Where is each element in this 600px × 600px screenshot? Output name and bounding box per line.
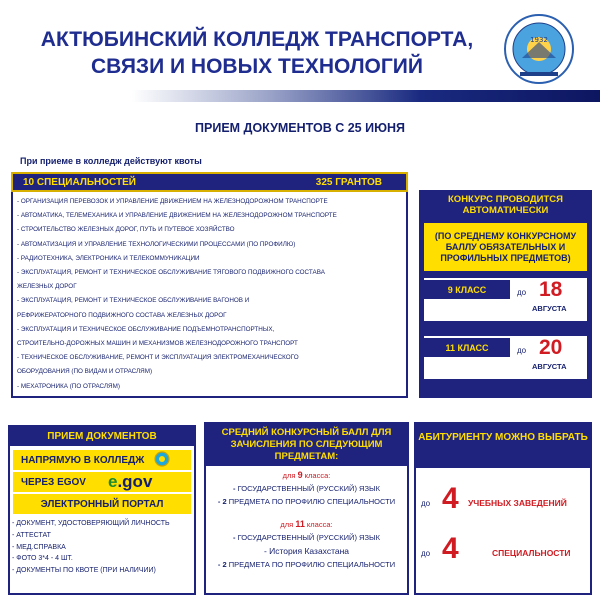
choose-panel (414, 422, 592, 595)
deadline-day: 18 (539, 278, 563, 301)
list-item: - РАДИОТЕХНИКА, ЭЛЕКТРОНИКА И ТЕЛЕКОММУНИКАЦИИ (17, 254, 200, 262)
deadline-day: 20 (539, 336, 563, 359)
list-item: - АВТОМАТИКА, ТЕЛЕМЕХАНИКА И УПРАВЛЕНИЕ ДВИЖЕНИЕМ НА ЖЕЛЕЗНОДОРОЖНОМ ТРАНСПОРТЕ (17, 212, 337, 220)
documents-title: ПРИЕМ ДОКУМЕНТОВ (10, 427, 194, 446)
grade-11-subject-2: - История Казахстана (263, 546, 350, 556)
deadline-prefix: до (517, 346, 527, 355)
grade-9-subject-1: - ГОСУДАРСТВЕННЫЙ (РУССКИЙ) ЯЗЫК (233, 484, 380, 493)
choose-label: УЧЕБНЫХ ЗАВЕДЕНИЙ (468, 498, 567, 508)
contest-title-line2: АВТОМАТИЧЕСКИ (462, 205, 549, 216)
college-title-line1: АКТЮБИНСКИЙ КОЛЛЕДЖ ТРАНСПОРТА, (40, 28, 474, 51)
list-item: ЖЕЛЕЗНЫХ ДОРОГ (17, 283, 77, 291)
list-item: - СТРОИТЕЛЬСТВО ЖЕЛЕЗНЫХ ДОРОГ, ПУТЬ И ПУТЕВОЕ ХОЗЯЙСТВО (17, 226, 235, 234)
egov-logo-text: .gov (117, 472, 153, 491)
grade-11-heading: для 11 класса: (280, 519, 333, 529)
deadline-prefix: до (517, 288, 527, 297)
list-item: - ДОКУМЕНТ, УДОСТОВЕРЯЮЩИЙ ЛИЧНОСТЬ (12, 520, 170, 527)
kazakhstan-emblem-icon (154, 451, 170, 470)
egov-logo-e: e (107, 472, 118, 491)
choose-colleges (416, 482, 590, 522)
deadline-grade-11 (424, 336, 587, 379)
list-item: ОБОРУДОВАНИЯ (ПО ВИДАМ И ОТРАСЛЯМ) (17, 368, 153, 376)
choose-specialties (416, 532, 590, 572)
list-item: - МЕХАТРОНИКА (ПО ОТРАСЛЯМ) (17, 382, 120, 390)
logo-year: 1932 (530, 36, 548, 44)
documents-panel (8, 425, 196, 595)
college-logo (500, 12, 578, 90)
reception-date-title: ПРИЕМ ДОКУМЕНТОВ С 25 ИЮНЯ (195, 121, 405, 135)
contest-criteria: (ПО СРЕДНЕМУ КОНКУРСНОМУ БАЛЛУ ОБЯЗАТЕЛЬНЫХ И ПРОФИЛЬНЫХ ПРЕДМЕТОВ) (424, 223, 587, 271)
specialties-list (11, 192, 408, 398)
grade-label: 11 КЛАСС (424, 338, 510, 357)
contest-panel (419, 190, 592, 398)
list-item: - ФОТО 3*4 - 4 ШТ. (12, 555, 73, 563)
contest-title-line1: КОНКУРС ПРОВОДИТСЯ (448, 194, 563, 205)
grade-11-subject-1: - ГОСУДАРСТВЕННЫЙ (РУССКИЙ) ЯЗЫК (233, 533, 380, 542)
list-item: - ДОКУМЕНТЫ ПО КВОТЕ (ПРИ НАЛИЧИИ) (12, 567, 156, 575)
portal-option: ЭЛЕКТРОННЫЙ ПОРТАЛ (13, 494, 191, 514)
choose-label: СПЕЦИАЛЬНОСТИ (492, 548, 571, 558)
list-item: - ТЕХНИЧЕСКОЕ ОБСЛУЖИВАНИЕ, РЕМОНТ И ЭКСПЛУАТАЦИЯ ЭЛЕКТРОМЕХАНИЧЕСКОГО (17, 354, 299, 362)
egov-option-label: ЧЕРЕЗ EGOV (21, 476, 86, 488)
egov-option (13, 472, 191, 492)
college-title-line2: СВЯЗИ И НОВЫХ ТЕХНОЛОГИЙ (91, 55, 423, 78)
grade-9-heading: для 9 класса: (282, 470, 331, 480)
direct-option (13, 450, 191, 470)
grade-label: 9 КЛАСС (424, 280, 510, 299)
deadline-month: АВГУСТА (532, 304, 567, 313)
choose-prefix: до (421, 549, 431, 558)
header-stripe (0, 90, 600, 102)
choose-prefix: до (421, 499, 431, 508)
contest-title (419, 194, 592, 216)
average-score-title: СРЕДНИЙ КОНКУРСНЫЙ БАЛЛ ДЛЯ ЗАЧИСЛЕНИЯ ПО СЛЕДУЮЩИМ ПРЕДМЕТАМ: (206, 424, 407, 466)
direct-option-label: НАПРЯМУЮ В КОЛЛЕДЖ (21, 454, 145, 466)
list-item: РЕФРИЖЕРАТОРНОГО ПОДВИЖНОГО СОСТАВА ЖЕЛЕЗНЫХ ДОРОГ (17, 311, 227, 319)
specialties-count: 10 СПЕЦИАЛЬНОСТЕЙ (23, 176, 136, 188)
list-item: - ЭКСПЛУАТАЦИЯ, РЕМОНТ И ТЕХНИЧЕСКОЕ ОБСЛУЖИВАНИЕ ТЯГОВОГО ПОДВИЖНОГО СОСТАВА (17, 269, 325, 277)
list-item: - ЭКСПЛУАТАЦИЯ, РЕМОНТ И ТЕХНИЧЕСКОЕ ОБСЛУЖИВАНИЕ ВАГОНОВ И (17, 297, 250, 305)
deadline-grade-9 (424, 278, 587, 321)
quota-note: При приеме в колледж действуют квоты (20, 156, 202, 166)
choose-count: 4 (442, 532, 459, 565)
deadline-month: АВГУСТА (532, 362, 567, 371)
grade-9-subject-2: - 2 ПРЕДМЕТА ПО ПРОФИЛЮ СПЕЦИАЛЬНОСТИ (217, 497, 396, 506)
specialties-header (11, 172, 408, 192)
egov-logo (108, 472, 152, 492)
average-score-panel (204, 422, 409, 595)
choose-count: 4 (442, 482, 459, 515)
list-item: - АВТОМАТИЗАЦИЯ И УПРАВЛЕНИЕ ТЕХНОЛОГИЧЕСКИМИ ПРОЦЕССАМИ (ПО ПРОФИЛЮ) (17, 240, 296, 248)
list-item: - АТТЕСТАТ (12, 531, 51, 539)
list-item: - ОРГАНИЗАЦИЯ ПЕРЕВОЗОК И УПРАВЛЕНИЕ ДВИЖЕНИЕМ НА ЖЕЛЕЗНОДОРОЖНОМ ТРАНСПОРТЕ (17, 198, 328, 205)
college-title (22, 26, 492, 80)
grants-count: 325 ГРАНТОВ (315, 176, 382, 188)
grade-11-subject-3: - 2 ПРЕДМЕТА ПО ПРОФИЛЮ СПЕЦИАЛЬНОСТИ (217, 560, 396, 569)
choose-title: АБИТУРИЕНТУ МОЖНО ВЫБРАТЬ (416, 424, 590, 468)
list-item: - МЕД.СПРАВКА (12, 543, 66, 551)
list-item: СТРОИТЕЛЬНО-ДОРОЖНЫХ МАШИН И МЕХАНИЗМОВ ЖЕЛЕЗНОДОРОЖНОГО ТРАНСПОРТ (17, 340, 298, 348)
documents-list (12, 518, 170, 577)
list-item: - ЭКСПЛУАТАЦИЯ И ТЕХНИЧЕСКОЕ ОБСЛУЖИВАНИЕ ПОДЪЕМНОТРАНСПОРТНЫХ, (17, 325, 275, 333)
